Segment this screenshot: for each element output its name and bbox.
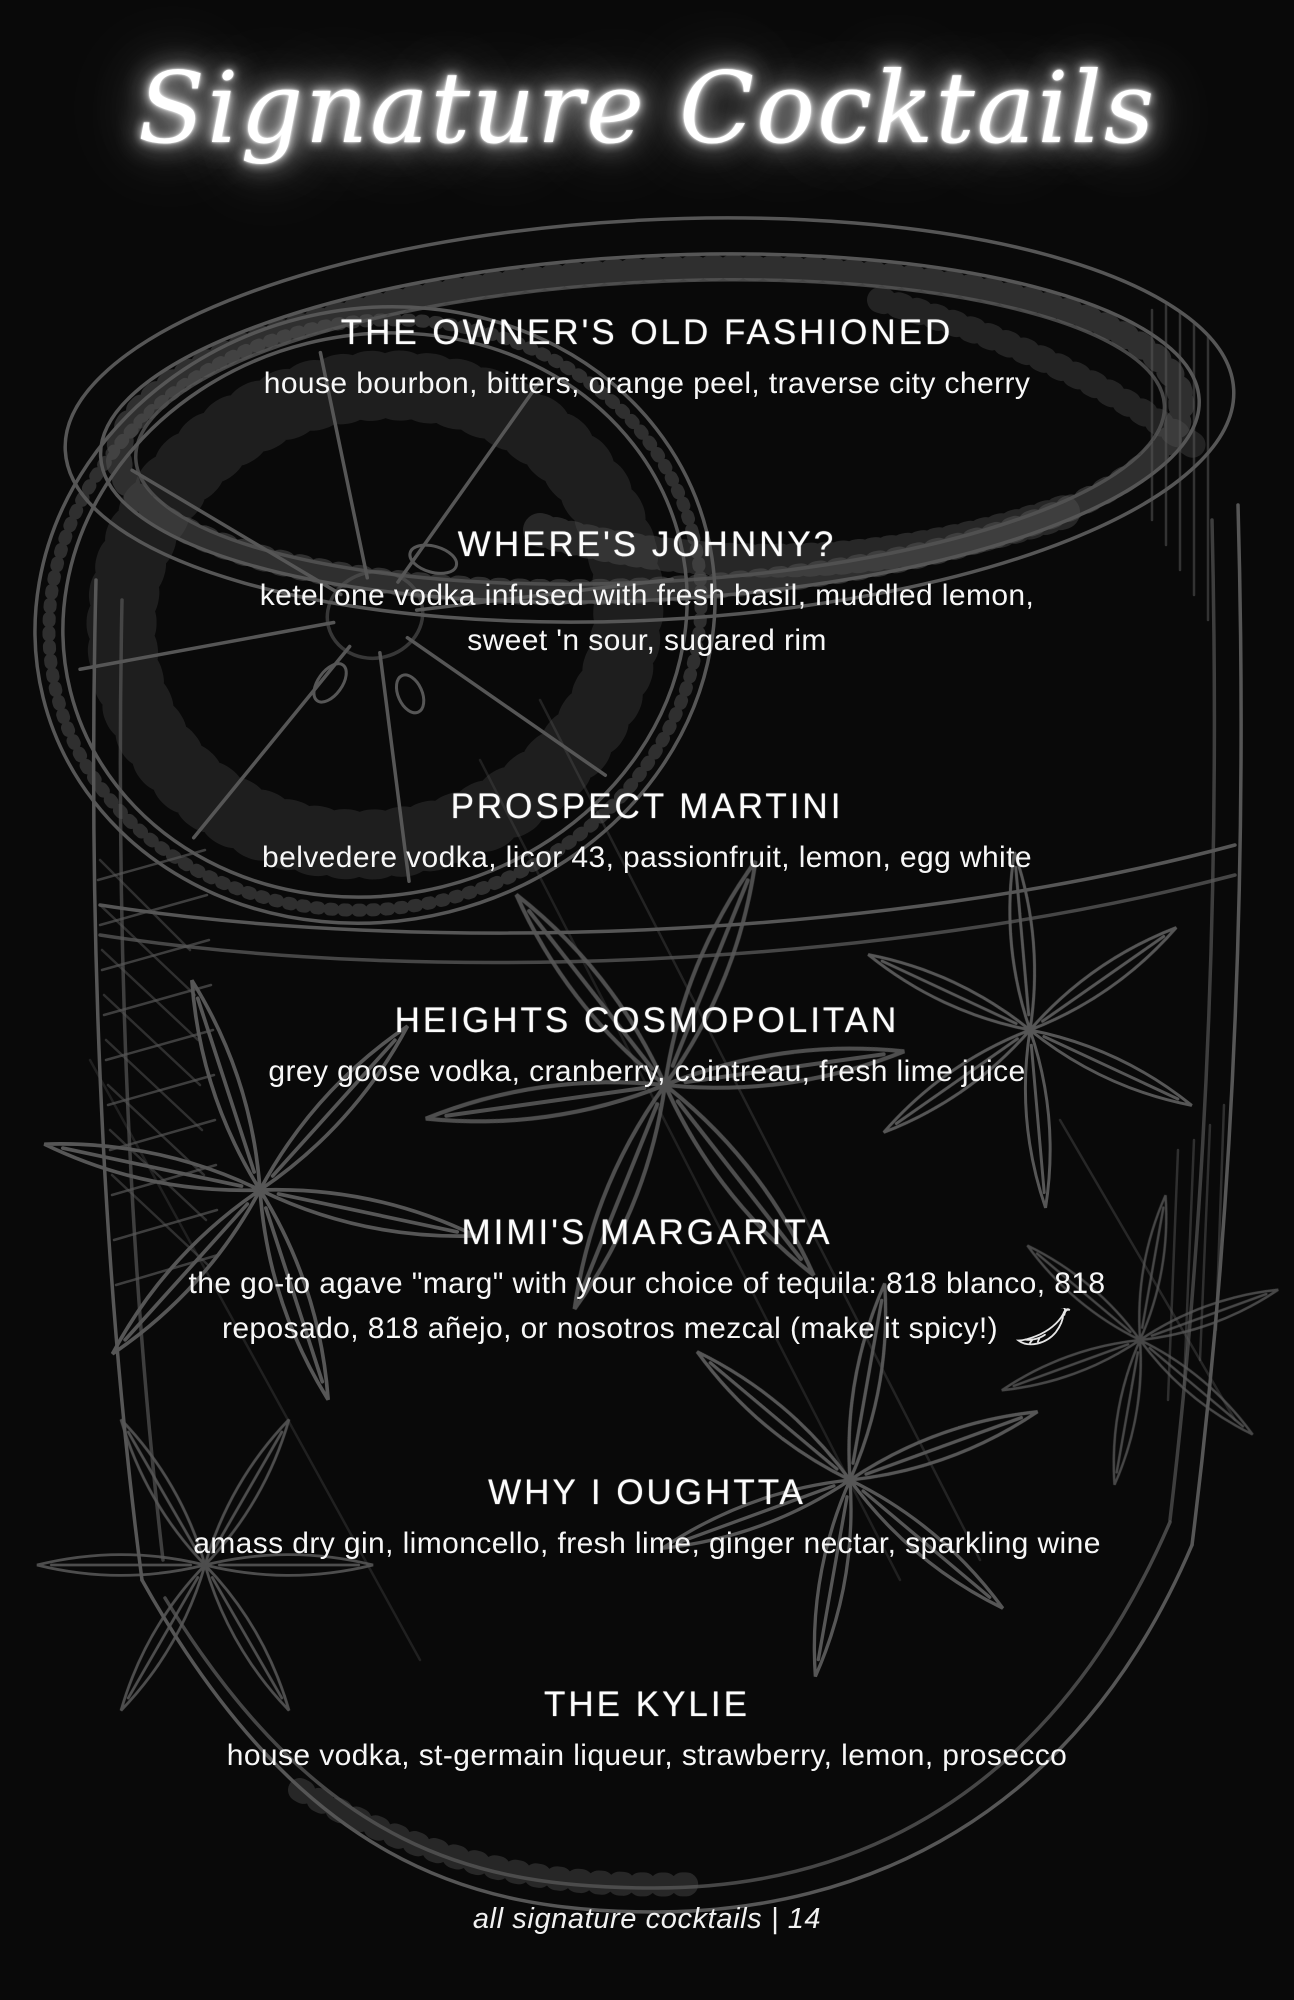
cocktail-description: the go-to agave "marg" with your choice of tequila: 818 blanco, 818 reposado, 818 añejo, or nosotros mezcal (make it spicy!) (0, 1261, 1294, 1351)
cocktail-description: amass dry gin, limoncello, fresh lime, ginger nectar, sparkling wine (193, 1527, 1101, 1560)
cocktail-name: PROSPECT MARTINI (450, 787, 844, 826)
cocktail-name: HEIGHTS COSMOPOLITAN (394, 1001, 900, 1040)
cocktail-entry-wheres-johnny (0, 524, 1294, 663)
cocktail-description: grey goose vodka, cranberry, cointreau, fresh lime juice (268, 1055, 1026, 1088)
cocktail-description: belvedere vodka, licor 43, passionfruit, lemon, egg white (262, 841, 1032, 874)
cocktail-name: MIMI'S MARGARITA (461, 1213, 833, 1252)
cocktail-entry-the-kylie (0, 1684, 1294, 1778)
cocktail-name: WHERE'S JOHNNY? (457, 525, 837, 564)
cocktail-entry-mimis-margarita (0, 1212, 1294, 1351)
cocktail-name: THE KYLIE (544, 1685, 750, 1724)
cocktail-entry-why-i-oughtta (0, 1472, 1294, 1566)
cocktail-name: WHY I OUGHTTA (488, 1473, 806, 1512)
cocktail-description: house bourbon, bitters, orange peel, traverse city cherry (263, 367, 1031, 400)
cocktail-entry-owners-old-fashioned (0, 312, 1294, 406)
pricing-note: all signature cocktails | 14 (472, 1903, 822, 1935)
cocktail-name: THE OWNER'S OLD FASHIONED (340, 313, 954, 352)
page-title: Signature Cocktails (137, 52, 1157, 166)
cocktail-description: house vodka, st-germain liqueur, strawberry, lemon, prosecco (226, 1739, 1068, 1772)
cocktail-entry-prospect-martini (0, 786, 1294, 880)
chili-pepper-icon (1014, 1308, 1072, 1348)
cocktail-description: ketel one vodka infused with fresh basil, muddled lemon, sweet 'n sour, sugared rim (259, 579, 1035, 657)
cocktail-entry-heights-cosmopolitan (0, 1000, 1294, 1094)
